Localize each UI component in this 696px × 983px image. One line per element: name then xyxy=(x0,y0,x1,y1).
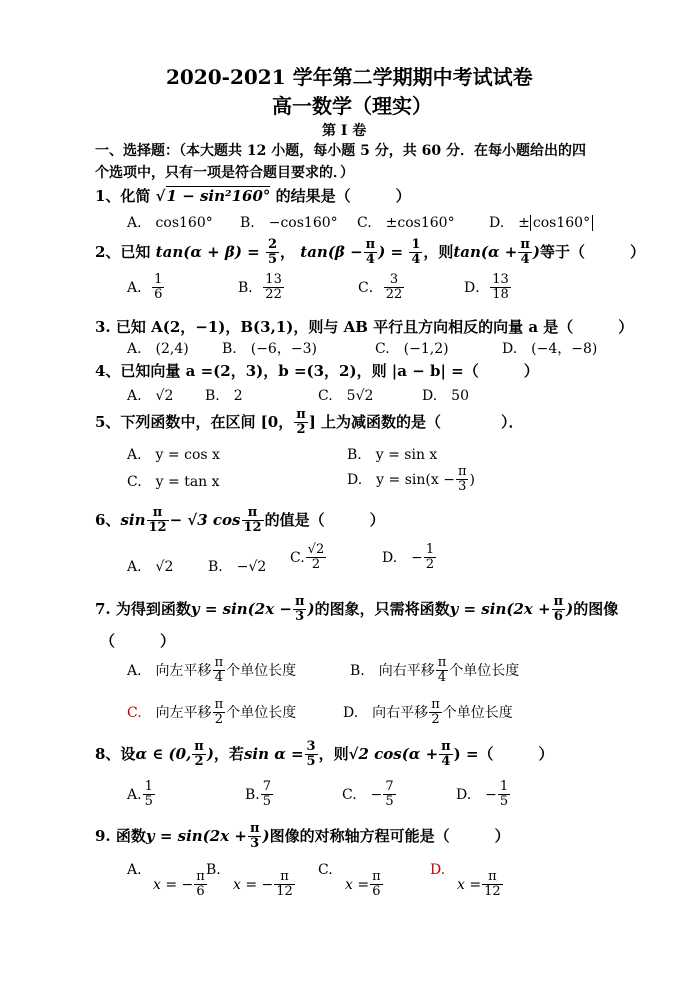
q5-option-d xyxy=(347,465,475,495)
q7-option-b-num: π xyxy=(437,655,447,670)
q8-option-b-label: B. xyxy=(245,786,260,803)
q2-option-b-label: B． xyxy=(238,279,263,296)
q2-suffix: 等于（ ） xyxy=(539,242,645,261)
q2-expr2b: ) = xyxy=(378,242,404,261)
q2-option-a-num: 1 xyxy=(154,272,163,287)
q5-option-d-num: π xyxy=(457,464,467,479)
q2-option-b-num: 13 xyxy=(265,272,282,287)
q4-option-b: B. 2 xyxy=(205,388,243,404)
q2-option-c-num: 3 xyxy=(384,273,405,288)
q5-option-c: C. y = tan x xyxy=(127,474,220,490)
q7-frac2-den: 6 xyxy=(553,609,563,625)
q2-frac2-den: 4 xyxy=(365,252,375,268)
q2-option-d xyxy=(464,273,512,303)
q1-sqrt-expression: √1 − sin²160° xyxy=(155,187,271,205)
q2-option-d-num: 13 xyxy=(492,272,509,287)
exam-title: 2020-2021 学年第二学期期中考试试卷 xyxy=(166,65,533,89)
question-1-stem xyxy=(95,185,411,206)
q8-frac2-num: 3 xyxy=(306,739,316,754)
q6-option-c xyxy=(290,543,327,573)
q7-option-d-den: 2 xyxy=(431,712,440,728)
q1-option-b: B. −cos160° xyxy=(240,215,338,231)
q9-option-a xyxy=(153,870,208,900)
q8-frac1-den: 2 xyxy=(194,754,204,770)
q6-option-c-num: √2 xyxy=(307,542,325,557)
q2-frac3-den: 4 xyxy=(411,252,421,268)
q1-option-a: A. cos160° xyxy=(127,215,213,231)
q8-option-a-num: 1 xyxy=(144,779,153,794)
q1-option-d-prefix: D. ± xyxy=(489,215,530,231)
q2-frac1-num: 2 xyxy=(267,237,278,252)
q7-expr1: y = sin(2x − xyxy=(190,599,292,618)
q2-frac3-num: 1 xyxy=(411,237,421,252)
q2-frac4 xyxy=(518,238,532,268)
q7-frac2 xyxy=(552,595,566,625)
q2-frac4-num: π xyxy=(520,237,530,252)
q2-option-a xyxy=(127,273,165,303)
q3-option-d: D. (−4，−8) xyxy=(502,341,598,357)
q2-expr2a: tan(β − xyxy=(300,242,363,261)
q1-option-d-abs: cos160° xyxy=(530,215,593,231)
q9-option-b-x: x = − xyxy=(233,876,274,893)
section-instructions-line1: 一、选择题：（本大题共 12 小题，每小题 5 分，共 60 分．在每小题给出的四 xyxy=(95,143,586,159)
q7-option-d-suffix: 个单位长度 xyxy=(442,704,513,721)
q2-option-a-label: A． xyxy=(127,279,152,296)
q1-option-d xyxy=(489,212,593,232)
question-3-stem: 3. 已知 A(2，−1)，B(3,1)，则与 AB 平行且方向相反的向量 a 是（ ） xyxy=(95,318,634,336)
q9-option-d-frac xyxy=(482,870,503,900)
q9-option-a-den: 6 xyxy=(196,884,205,900)
q7-option-c-frac xyxy=(213,698,226,728)
q7-expr1b: ) xyxy=(307,599,315,618)
q2-option-c-frac xyxy=(384,273,405,303)
q8-option-c-frac xyxy=(383,780,395,810)
q7-prefix: 7. 为得到函数 xyxy=(95,599,191,618)
q7-frac1-num: π xyxy=(294,594,305,609)
q8-option-b-frac xyxy=(261,780,273,810)
q8-frac2-den: 5 xyxy=(306,754,316,770)
q8-prefix: 8、设 xyxy=(95,744,136,763)
q9-frac1-num: π xyxy=(249,821,260,836)
q2-frac2-num: π xyxy=(365,237,376,252)
q6-option-d-den: 2 xyxy=(425,557,435,573)
q8-option-a xyxy=(127,780,156,810)
q6-frac2-num: π xyxy=(242,506,264,521)
q8-option-b xyxy=(245,780,274,810)
q6-frac1 xyxy=(147,506,169,536)
q8-option-d-den: 5 xyxy=(499,794,509,810)
q8-frac3 xyxy=(439,740,453,770)
section-instructions-line2: 个选项中，只有一项是符合题目要求的．） xyxy=(95,165,354,181)
q2-frac4-den: 4 xyxy=(520,252,530,268)
q9-expr1b: ) xyxy=(262,826,270,845)
q9-option-d-num: π xyxy=(482,870,503,885)
q9-option-d xyxy=(457,870,504,900)
q6-frac1-den: 12 xyxy=(148,520,167,536)
q7-option-b xyxy=(350,656,519,686)
q8-option-c xyxy=(342,780,397,810)
q5-option-d-den: 3 xyxy=(458,479,467,495)
q8-option-b-den: 5 xyxy=(262,794,272,810)
q8-frac1-num: π xyxy=(194,739,204,754)
q2-frac2 xyxy=(364,238,378,268)
q4-option-c: C. 5√2 xyxy=(318,388,374,404)
q7-mid: 的图象，只需将函数 xyxy=(314,599,450,618)
q7-option-c-den: 2 xyxy=(214,712,224,728)
q7-option-b-prefix: B. 向右平移 xyxy=(350,662,435,679)
q9-option-c-label: C. xyxy=(318,862,333,878)
q2-expr1: tan(α + β) = xyxy=(155,242,260,261)
q7-option-c-prefix: 向左平移 xyxy=(141,704,212,721)
q7-option-d xyxy=(343,698,513,728)
q6-option-d-frac xyxy=(424,543,436,573)
q7-option-a-num: π xyxy=(214,655,224,670)
q2-sep2: ，则 xyxy=(423,242,454,261)
q6-frac2 xyxy=(242,506,264,536)
q8-option-d xyxy=(456,780,511,810)
q8-mid2: ，则 xyxy=(318,744,349,763)
q6-option-d-num: 1 xyxy=(425,542,435,557)
q9-expr1: y = sin(2x + xyxy=(145,826,247,845)
q2-option-a-den: 6 xyxy=(154,287,163,303)
q8-expr1: α ∈ (0, xyxy=(135,744,192,763)
q4-option-a: A. √2 xyxy=(127,388,174,404)
question-4-stem: 4、已知向量 a =(2，3)，b =(3，2)，则 |a − b| =（ ） xyxy=(95,362,539,380)
q2-frac1-den: 5 xyxy=(267,252,278,268)
q8-option-a-den: 5 xyxy=(144,794,153,810)
question-7-stem xyxy=(95,595,618,625)
q8-option-d-num: 1 xyxy=(499,779,509,794)
q8-expr3: √2 cos(α + xyxy=(348,744,439,763)
q9-option-b-num: π xyxy=(274,870,295,885)
q9-suffix: 图像的对称轴方程可能是（ ） xyxy=(269,826,510,845)
q7-option-a-suffix: 个单位长度 xyxy=(226,662,297,679)
q9-option-d-den: 12 xyxy=(484,884,501,900)
q9-option-d-label: D. xyxy=(430,862,446,878)
q9-option-a-label: A. xyxy=(127,862,142,878)
q5-suffix: ] 上为减函数的是（ ）． xyxy=(308,412,524,431)
q5-frac-num: π xyxy=(296,407,306,422)
q6-option-c-frac xyxy=(306,543,327,573)
q2-option-c-den: 22 xyxy=(385,287,403,303)
q8-frac3-num: π xyxy=(441,739,451,754)
q2-option-c-label: C． xyxy=(358,279,383,296)
q7-option-d-prefix: D. 向右平移 xyxy=(343,704,429,721)
q8-expr1b: ) xyxy=(206,744,214,763)
q9-frac1 xyxy=(248,822,262,852)
q9-option-c-frac xyxy=(370,870,383,900)
q6-option-d xyxy=(382,543,437,573)
q9-frac1-den: 3 xyxy=(250,836,260,852)
q7-option-b-den: 4 xyxy=(437,670,447,686)
q8-option-a-frac xyxy=(143,780,155,810)
q7-answer-blank: （ ） xyxy=(100,632,176,650)
q7-option-d-frac xyxy=(429,698,442,728)
q2-option-b-den: 22 xyxy=(265,287,282,303)
q2-option-b-frac xyxy=(263,273,284,303)
q7-option-c-num: π xyxy=(214,697,224,712)
q7-option-b-frac xyxy=(436,656,449,686)
q5-frac xyxy=(294,408,308,438)
q6-option-b: B. −√2 xyxy=(208,559,267,575)
q2-sep1: ， xyxy=(280,242,296,261)
q7-option-d-num: π xyxy=(431,697,440,712)
q7-option-c-suffix: 个单位长度 xyxy=(226,704,297,721)
q2-option-d-label: D． xyxy=(464,279,490,296)
q8-frac1 xyxy=(192,740,206,770)
q8-expr2: sin α = xyxy=(243,744,304,763)
q7-option-a xyxy=(127,656,296,686)
q9-option-a-num: π xyxy=(196,869,205,884)
q7-option-c-label: C. xyxy=(127,704,142,721)
volume-label: 第 I 卷 xyxy=(322,123,367,139)
q7-option-a-prefix: A. 向左平移 xyxy=(127,662,212,679)
q8-suffix: ) =（ ） xyxy=(453,744,554,763)
q2-option-a-frac xyxy=(152,273,164,303)
q8-mid: ，若 xyxy=(213,744,244,763)
q6-expr2: − √3 cos xyxy=(169,510,241,529)
q2-frac1 xyxy=(266,238,279,268)
q3-option-c: C. (−1,2) xyxy=(375,341,449,357)
q1-option-c: C. ±cos160° xyxy=(357,215,455,231)
q7-frac1-den: 3 xyxy=(295,609,305,625)
q4-option-d: D. 50 xyxy=(422,388,469,404)
q1-radicand: 1 − sin²160° xyxy=(166,187,271,205)
q6-frac1-num: π xyxy=(147,506,169,521)
q6-option-a: A. √2 xyxy=(127,559,174,575)
q2-frac3 xyxy=(409,238,422,268)
q7-option-a-den: 4 xyxy=(214,670,223,686)
q5-option-d-prefix: D. y = sin(x − xyxy=(347,471,455,488)
q9-option-a-x: x = − xyxy=(153,876,194,893)
question-8-stem xyxy=(95,740,554,770)
q7-expr2b: ) xyxy=(566,599,574,618)
question-6-stem xyxy=(95,506,385,536)
q6-option-d-label: D. − xyxy=(382,549,423,566)
q8-option-c-label: C. − xyxy=(342,786,383,803)
q9-option-c-x: x = xyxy=(345,876,370,893)
q9-option-d-x: x = xyxy=(457,876,482,893)
q5-prefix: 5、下列函数中，在区间 [0， xyxy=(95,412,294,431)
q6-option-c-den: 2 xyxy=(311,557,321,573)
q5-option-b: B. y = sin x xyxy=(347,447,438,463)
q5-option-d-suffix: ) xyxy=(469,471,475,488)
q8-frac2 xyxy=(305,740,318,770)
q9-option-c-den: 6 xyxy=(372,884,381,900)
q6-prefix: 6、 xyxy=(95,510,121,529)
q7-option-b-suffix: 个单位长度 xyxy=(449,662,520,679)
q9-option-b-label: B. xyxy=(206,862,221,878)
q1-stem-suffix: 的结果是（ ） xyxy=(275,187,411,205)
q5-option-a: A. y = cos x xyxy=(127,447,220,463)
exam-subtitle: 高一数学（理实） xyxy=(272,94,432,118)
q3-option-b: B. (−6，−3) xyxy=(222,341,317,357)
q8-option-a-label: A. xyxy=(127,786,142,803)
q7-expr2: y = sin(2x + xyxy=(449,599,551,618)
q9-option-c-num: π xyxy=(372,869,381,884)
q7-option-a-frac xyxy=(213,656,226,686)
q7-frac2-num: π xyxy=(553,594,564,609)
q6-option-c-label: C. xyxy=(290,549,305,566)
q2-expr3a: tan(α + xyxy=(453,242,518,261)
q2-option-d-frac xyxy=(490,273,511,303)
q2-option-d-den: 18 xyxy=(492,287,509,303)
q9-option-a-frac xyxy=(194,870,207,900)
q6-suffix: 的值是（ ） xyxy=(264,510,385,529)
q8-frac3-den: 4 xyxy=(441,754,451,770)
q8-option-d-label: D. − xyxy=(456,786,497,803)
q7-option-c xyxy=(127,698,296,728)
q8-option-c-num: 7 xyxy=(385,779,394,794)
q1-stem-prefix: 1、化简 xyxy=(95,187,151,205)
question-5-stem xyxy=(95,408,524,438)
q3-option-a: A. (2,4) xyxy=(127,341,189,357)
q9-option-b xyxy=(233,870,296,900)
q6-expr1: sin xyxy=(120,510,146,529)
q7-suffix: 的图像 xyxy=(573,599,619,618)
q7-frac1 xyxy=(293,595,307,625)
question-2-stem xyxy=(95,238,645,268)
q8-option-d-frac xyxy=(498,780,510,810)
q8-option-b-num: 7 xyxy=(262,779,272,794)
q9-prefix: 9. 函数 xyxy=(95,826,146,845)
q5-option-d-frac xyxy=(456,465,469,495)
q9-option-c xyxy=(345,870,384,900)
q2-expr3b: ) xyxy=(532,242,540,261)
q5-frac-den: 2 xyxy=(296,422,306,438)
q2-option-b xyxy=(238,273,285,303)
q9-option-b-frac xyxy=(274,870,295,900)
q2-option-c xyxy=(358,273,405,303)
q8-option-c-den: 5 xyxy=(385,794,394,810)
question-9-stem xyxy=(95,822,510,852)
q9-option-b-den: 12 xyxy=(276,884,293,900)
q6-frac2-den: 12 xyxy=(243,520,262,536)
q2-prefix: 2、已知 xyxy=(95,242,151,261)
